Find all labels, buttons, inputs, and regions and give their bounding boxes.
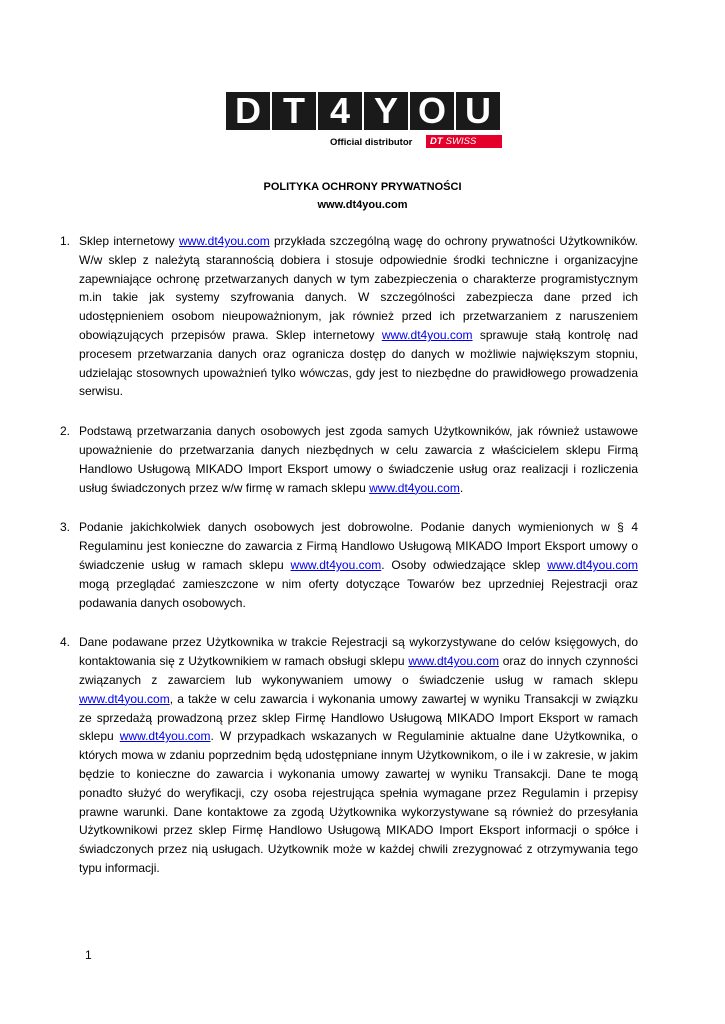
dt-swiss-badge: [426, 135, 502, 148]
official-distributor-label: Official distributor: [330, 137, 413, 148]
logo-letter-y: Y: [364, 92, 408, 130]
logo-letter-u: U: [456, 92, 500, 130]
logo-letter-4: 4: [318, 92, 362, 130]
item-text: .: [459, 480, 464, 495]
item-number: 2.: [60, 424, 71, 439]
item-number: 4.: [60, 635, 71, 650]
shop-link[interactable]: www.dt4you.com: [119, 729, 211, 744]
shop-link[interactable]: www.dt4you.com: [369, 480, 460, 495]
policy-item-4: [60, 633, 638, 877]
dt4you-logo: [226, 92, 502, 150]
shop-link[interactable]: www.dt4you.com: [179, 234, 270, 248]
shop-link[interactable]: www.dt4you.com: [290, 557, 382, 572]
logo-letter-d: D: [226, 92, 270, 130]
item-text: Sklep internetowy: [79, 234, 179, 248]
policy-item-2: [60, 422, 638, 497]
shop-link[interactable]: www.dt4you.com: [547, 557, 638, 572]
item-text: Podanie jakichkolwiek danych osobowych jest dobrowolne. Podanie danych wymienionych w § 4 Regulaminu jest konieczne do zawarcia z Firmą Handlowo Usługową MIKADO Import Eksport umowy o świadczenie usług w ramach sklepu: [79, 520, 638, 572]
item-text: sprawuje stałą kontrolę nad procesem przetwarzania danych oraz ogranicza dostęp do danych w możliwie największym stopniu, udzielając stosownych upoważnień tylko wówczas, gdy jest to niezbędne do prawidłowego prowadzenia serwisu.: [79, 327, 638, 399]
logo-letter-t: T: [272, 92, 316, 130]
document-title: POLITYKA OCHRONY PRYWATNOŚCI: [263, 181, 462, 193]
item-text: mogą przeglądać zamieszczone w nim oferty dotyczące Towarów bez uprzedniej Rejestracji oraz podawania danych osobowych.: [79, 576, 638, 610]
item-text: Podstawą przetwarzania danych osobowych jest zgoda samych Użytkowników, jak również ustawowe upoważnienie do przetwarzania danych niezbędnych w celu zawarcia z właścicielem sklepu Firmą Handlowo Usługową MIKADO Import Eksport umowy o świadczenie usług oraz realizacji i rozliczenia usług świadczonych przez w/w firmę w ramach sklepu: [79, 424, 638, 495]
policy-item-1: [60, 232, 638, 401]
item-text: , a także w celu zawarcia i wykonania umowy zawartej w wyniku Transakcji w związku ze sprzedażą prowadzoną przez sklep Firmę Handlowo Usługową MIKADO Import Eksport w ramach sklepu: [79, 691, 638, 744]
logo-wordmark: [226, 92, 502, 134]
document-header: [0, 178, 725, 214]
page-number: 1: [85, 948, 92, 962]
item-text: oraz do innych czynności związanych z zawarciem lub wykonywaniem umowy o świadczenie usług w ramach sklepu: [79, 654, 639, 687]
swiss-badge-text: SWISS: [445, 136, 477, 147]
item-text: . W przypadkach wskazanych w Regulaminie aktualne dane Użytkownika, o których mowa w zdaniu poprzednim będą udostępniane innym Użytkownikom, o ile i w zakresie, w jakim będzie to konieczne do zawarcia i wykonania umowy zawartej w wyniku Transakcji. Dane te mogą ponadto służyć do weryfikacji, czy osoba rejestrująca spełnia wymagane przez Regulamin i przepisy prawne warunki. Dane kontaktowe za zgodą Użytkownika wykorzystywane są również do przesyłania Użytkownikowi przez sklep Firmę Handlowo Usługową MIKADO Import Eksport informacji o spółce i świadczonych przez nią usługach. Użytkownik może w każdej chwili zrezygnować z otrzymywania tego typu informacji.: [79, 729, 638, 875]
item-number: 1.: [60, 234, 71, 248]
item-text: . Osoby odwiedzające sklep: [381, 557, 548, 572]
item-text: Dane podawane przez Użytkownika w trakcie Rejestracji są wykorzystywane do celów księgowych, do kontaktowania się z Użytkownikiem w ramach obsługi sklepu: [79, 635, 638, 669]
shop-link[interactable]: www.dt4you.com: [408, 654, 500, 669]
shop-link[interactable]: www.dt4you.com: [79, 691, 170, 706]
item-text: przykłada szczególną wagę do ochrony prywatności Użytkowników. W/w sklep z należytą starannością dobiera i stosuje odpowiednie środki techniczne i organizacyjne zapewniające ochronę przetwarzanych danych w tym zabezpieczenia o charakterze programistycznym m.in takie jak systemy szyfrowania danych. W szczególności zabezpiecza dane przed ich udostępnieniem osobom nieupoważnionym, jak również przed ich przetwarzaniem z naruszeniem obowiązujących przepisów prawa. Sklep internetowy: [79, 234, 638, 342]
item-number: 3.: [60, 520, 71, 535]
policy-item-3: [60, 518, 638, 612]
logo-letter-o: O: [410, 92, 454, 130]
policy-list: [60, 232, 638, 878]
document-subtitle: www.dt4you.com: [317, 199, 408, 211]
shop-link[interactable]: www.dt4you.com: [381, 327, 473, 342]
dt-badge-text: DT: [430, 136, 443, 147]
